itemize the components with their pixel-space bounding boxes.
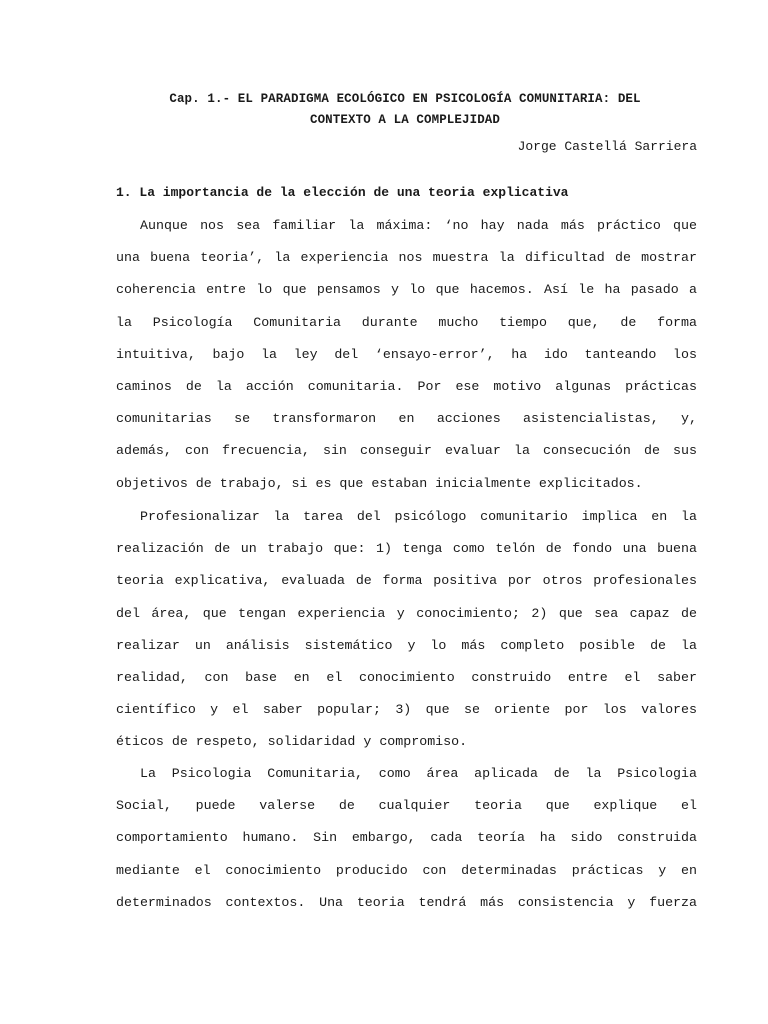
chapter-title-line-1: Cap. 1.- EL PARADIGMA ECOLÓGICO EN PSICOLOGÍA COMUNITARIA: DEL	[169, 92, 641, 106]
paragraph-line: coherencia entre lo que pensamos y lo que hacemos. Así le ha pasado a	[116, 282, 697, 298]
paragraph-line: Social, puede valerse de cualquier teoria que explique el	[116, 798, 697, 814]
paragraph-line: comunitarias se transformaron en acciones asistencialistas, y,	[116, 411, 697, 427]
paragraph-line: realización de un trabajo que: 1) tenga como telón de fondo una buena	[116, 541, 697, 557]
paragraph-line: mediante el conocimiento producido con determinadas prácticas y en	[116, 862, 697, 878]
paragraph-line: realizar un análisis sistemático y lo más completo posible de la	[116, 637, 697, 653]
paragraph-line: éticos de respeto, solidaridad y compromiso.	[116, 734, 468, 750]
paragraph-line: del área, que tengan experiencia y conocimiento; 2) que sea capaz de	[116, 605, 697, 621]
paragraph-line: determinados contextos. Una teoria tendrá más consistencia y fuerza	[116, 894, 697, 910]
paragraph-line: realidad, con base en el conocimiento construido entre el saber	[116, 669, 697, 685]
paragraph-line: La Psicologia Comunitaria, como área aplicada de la Psicologia	[140, 766, 697, 781]
paragraph-3	[116, 758, 697, 919]
paragraph-1	[116, 210, 697, 500]
chapter-title-line-2: CONTEXTO A LA COMPLEJIDAD	[309, 113, 501, 127]
paragraph-2	[116, 501, 697, 759]
paragraph-line: teoria explicativa, evaluada de forma positiva por otros profesionales	[116, 573, 697, 589]
paragraph-line: comportamiento humano. Sin embargo, cada teoría ha sido construida	[116, 830, 697, 846]
section-heading: 1. La importancia de la elección de una teoria explicativa	[116, 185, 569, 200]
paragraph-line: científico y el saber popular; 3) que se oriente por los valores	[116, 702, 697, 718]
paragraph-line: una buena teoria’, la experiencia nos muestra la dificultad de mostrar	[116, 250, 697, 266]
paragraph-line: intuitiva, bajo la ley del ‘ensayo-error’, ha ido tanteando los	[116, 346, 697, 362]
paragraph-line: Aunque nos sea familiar la máxima: ‘no hay nada más práctico que	[140, 218, 697, 233]
paragraph-line: además, con frecuencia, sin conseguir evaluar la consecución de sus	[116, 443, 697, 459]
paragraph-line: objetivos de trabajo, si es que estaban inicialmente explicitados.	[116, 475, 643, 491]
paragraph-line: la Psicología Comunitaria durante mucho tiempo que, de forma	[116, 314, 697, 330]
paragraph-line: Profesionalizar la tarea del psicólogo comunitario implica en la	[140, 509, 697, 524]
author-name: Jorge Castellá Sarriera	[517, 139, 697, 154]
paragraph-line: caminos de la acción comunitaria. Por ese motivo algunas prácticas	[116, 378, 697, 394]
